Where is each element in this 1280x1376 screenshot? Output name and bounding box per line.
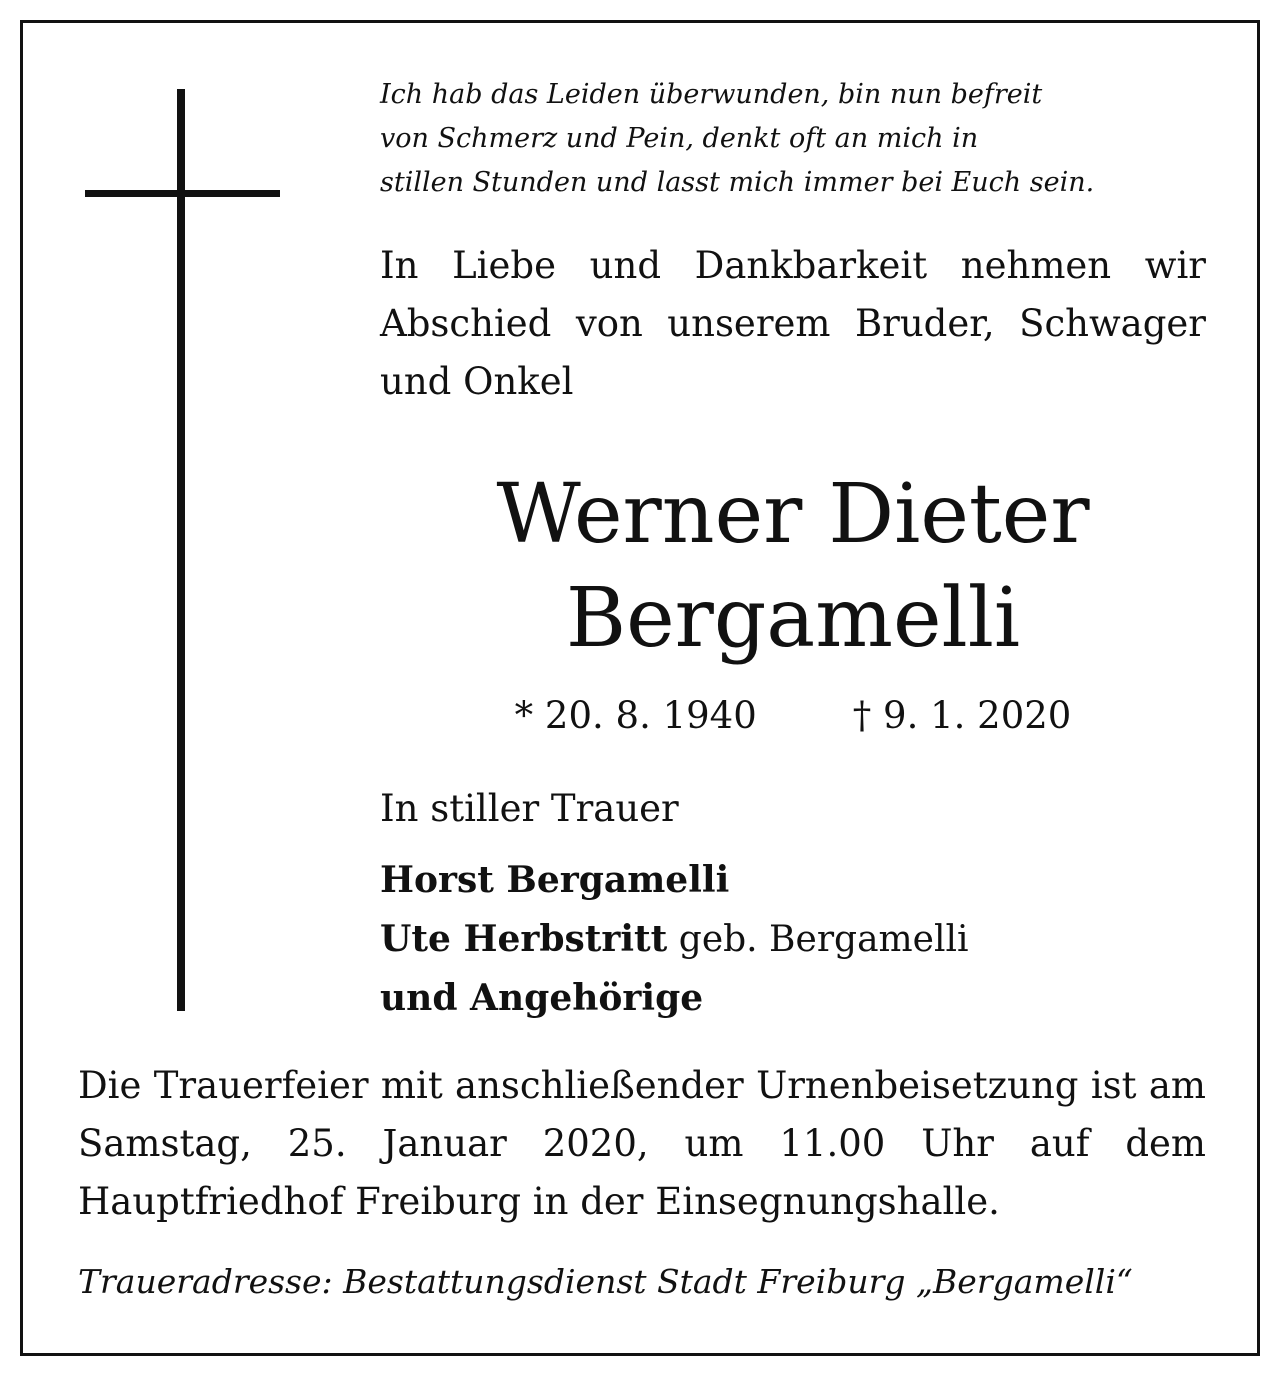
mourner-2-name: Ute Herbstritt: [380, 918, 668, 960]
verse-line-1: Ich hab das Leiden überwunden, bin nun befreit: [380, 79, 1043, 110]
mourners-list: [380, 851, 969, 1028]
service-details: Die Trauerfeier mit anschließender Urnenbeisetzung ist am Samstag, 25. Januar 2020, um 11.00 Uhr auf dem Hauptfriedhof Freiburg in der Einsegnungshalle.: [78, 1064, 1206, 1223]
deceased-first-names: Werner Dieter: [496, 467, 1090, 562]
cross-vertical-bar: [177, 89, 185, 1011]
mourner-2-suffix: geb. Bergamelli: [667, 919, 969, 960]
mourner-3-name: und Angehörige: [380, 977, 704, 1019]
mourning-address: Traueradresse: Bestattungsdienst Stadt Freiburg „Bergamelli“: [78, 1262, 1133, 1301]
mourners-intro: In stiller Trauer: [380, 787, 679, 830]
verse-line-2: von Schmerz und Pein, denkt oft an mich in: [380, 123, 979, 154]
life-dates: [380, 691, 1206, 741]
memorial-verse: [380, 73, 1220, 205]
mourner-1-name: Horst Bergamelli: [380, 859, 730, 901]
death-date: † 9. 1. 2020: [852, 694, 1072, 737]
deceased-name: [380, 463, 1206, 671]
deceased-surname: Bergamelli: [565, 571, 1021, 666]
farewell-intro: In Liebe und Dankbarkeit nehmen wir Abschied von unserem Bruder, Schwager und Onkel: [380, 244, 1206, 403]
cross-horizontal-bar: [85, 190, 280, 197]
verse-line-3: stillen Stunden und lasst mich immer bei Euch sein.: [380, 167, 1095, 198]
mourner-3: [380, 969, 969, 1028]
mourner-2: [380, 910, 969, 969]
mourner-1: [380, 851, 969, 910]
obituary-notice: [20, 20, 1260, 1356]
birth-date: * 20. 8. 1940: [514, 694, 757, 737]
